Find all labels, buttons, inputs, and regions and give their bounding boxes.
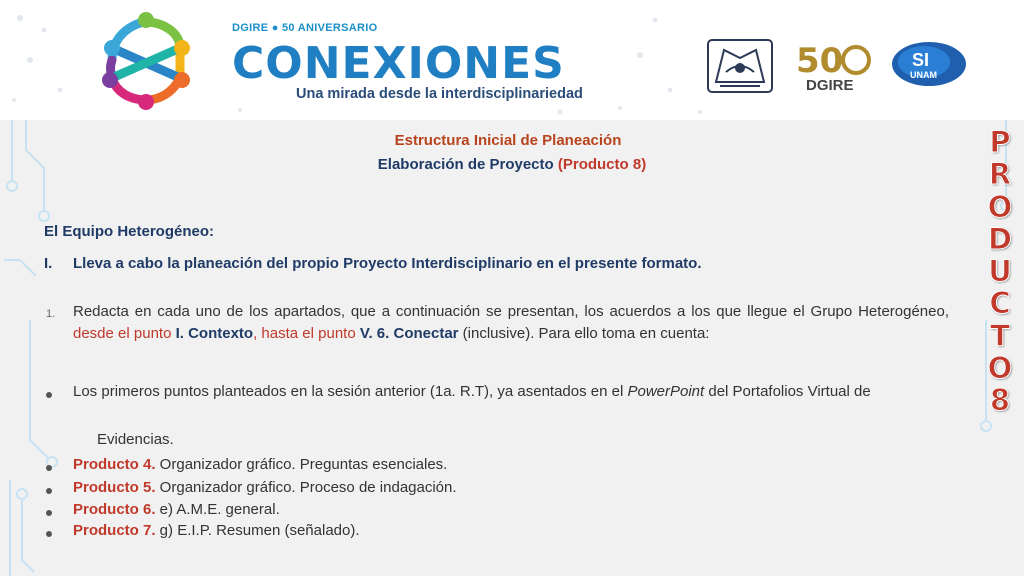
product-label: Producto 4. xyxy=(73,456,156,473)
unam-seal-icon xyxy=(706,38,774,94)
product-text: g) E.I.P. Resumen (señalado). xyxy=(155,522,360,539)
team-label: El Equipo Heterogéneo: xyxy=(44,223,215,240)
instruction-red-1: desde el punto xyxy=(73,325,176,342)
instruction-bold-2: V. 6. Conectar xyxy=(359,325,459,342)
bullet-icon xyxy=(46,392,52,398)
vertical-letter: T xyxy=(990,318,1010,353)
product-label: Producto 7. xyxy=(73,522,156,539)
instruction-bold-1: I. Contexto xyxy=(175,325,254,342)
vertical-letter: U xyxy=(988,254,1012,289)
product-label: Producto 6. xyxy=(73,501,156,518)
dgire-50-logo-icon xyxy=(792,38,876,94)
si-unam-logo-icon xyxy=(890,40,968,88)
instruction-paragraph xyxy=(73,301,949,345)
vertical-letter: P xyxy=(989,125,1011,159)
dgire-text: DGIRE xyxy=(806,77,854,94)
project-title xyxy=(0,156,1024,173)
product-item xyxy=(73,499,280,521)
bullet-text: Los primeros puntos planteados en la sesión anterior (1a. R.T), ya asentados en el xyxy=(73,383,628,400)
anniversary-tagline: DGIRE ● 50 ANIVERSARIO xyxy=(232,22,378,34)
product-text: Organizador gráfico. Proceso de indagación. xyxy=(155,479,457,496)
product-text: Organizador gráfico. Preguntas esenciales. xyxy=(155,456,448,473)
bullet-italic: PowerPoint xyxy=(627,383,705,400)
conexiones-logo-icon xyxy=(82,8,210,112)
instruction-red-2: , hasta el punto xyxy=(253,325,360,342)
roman-numeral: I. xyxy=(44,255,53,272)
brand-subtitle: Una mirada desde la interdisciplinariedad xyxy=(296,86,583,102)
roman-item-text: Lleva a cabo la planeación del propio Proyecto Interdisciplinario en el presente formato. xyxy=(73,255,702,272)
project-title-text: Elaboración de Proyecto xyxy=(377,156,558,173)
instruction-text: Redacta en cada uno de los apartados, que a continuación se presentan, los acuerdos a los que llegue el Grupo Heterogéneo, xyxy=(73,303,949,320)
brand-title: CONEXIONES xyxy=(232,38,565,89)
si-text: SI xyxy=(912,50,930,70)
product-highlight: (Producto 8) xyxy=(557,156,647,173)
item-number: 1. xyxy=(46,308,56,320)
bullet-icon xyxy=(46,465,52,471)
header-banner xyxy=(0,0,1024,120)
vertical-product-word xyxy=(978,126,1022,417)
vertical-letter: C xyxy=(989,286,1011,321)
vertical-letter: D xyxy=(987,221,1013,256)
product-item xyxy=(73,454,447,476)
product-label: Producto 5. xyxy=(73,479,156,496)
product-item xyxy=(73,520,360,542)
vertical-letter: R xyxy=(988,157,1012,192)
bullet-continuation: Evidencias. xyxy=(97,431,174,448)
instruction-text-end: (inclusive). Para ello toma en cuenta: xyxy=(458,325,710,342)
circuit-decoration-left xyxy=(0,120,80,576)
product-item xyxy=(73,477,457,499)
vertical-letter: O xyxy=(987,351,1013,386)
unam-text: UNAM xyxy=(910,70,937,80)
vertical-letter: 8 xyxy=(989,383,1011,418)
dgire-number: 50 xyxy=(796,41,844,81)
bullet-icon xyxy=(46,531,52,537)
product-text: e) A.M.E. general. xyxy=(155,501,280,518)
vertical-letter: O xyxy=(987,189,1013,224)
bullet-icon xyxy=(46,488,52,494)
bullet-text-end: del Portafolios Virtual de xyxy=(704,383,871,400)
planning-title: Estructura Inicial de Planeación xyxy=(394,132,622,149)
bullet-icon xyxy=(46,510,52,516)
bullet-paragraph xyxy=(73,381,949,403)
